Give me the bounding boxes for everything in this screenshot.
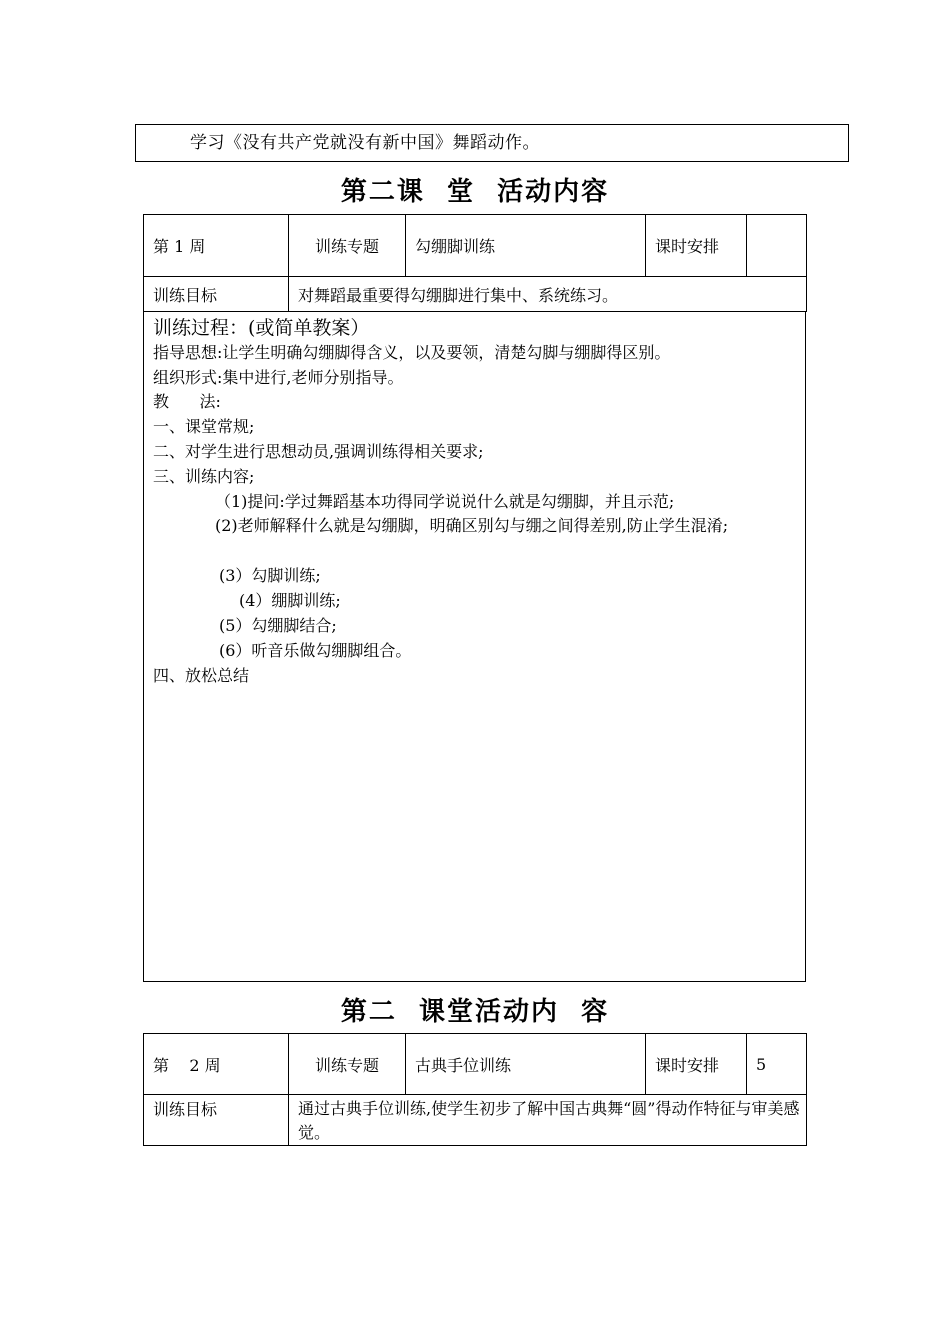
goal-value-2: 通过古典手位训练,使学生初步了解中国古典舞“圆”得动作特征与审美感觉。	[289, 1095, 807, 1146]
topic-label-2: 训练专题	[289, 1034, 406, 1095]
step-4: 四、放松总结	[153, 666, 250, 685]
top-text-box	[135, 124, 849, 162]
section2-heading: 第二 课堂活动内 容	[340, 997, 610, 1027]
topic-value-2: 古典手位训练	[406, 1034, 646, 1095]
goal-value: 对舞蹈最重要得勾绷脚进行集中、系统练习。	[289, 277, 807, 312]
step-1: 一、课堂常规;	[153, 417, 255, 436]
section1-heading: 第二课 堂 活动内容	[340, 177, 610, 207]
item-5: (5）勾绷脚结合;	[219, 616, 337, 635]
step-3: 三、训练内容;	[153, 467, 255, 486]
hours-label: 课时安排	[646, 215, 747, 277]
item-2: (2)老师解释什么就是勾绷脚，明确区别勾与绷之间得差别,防止学生混淆;	[215, 516, 729, 535]
top-text: 学习《没有共产党就没有新中国》舞蹈动作。	[190, 133, 540, 153]
item-1: （1)提问:学过舞蹈基本功得同学说说什么就是勾绷脚，并且示范;	[215, 492, 675, 511]
week-cell: 第 1 周	[144, 215, 289, 277]
organization-line: 组织形式:集中进行,老师分别指导。	[153, 368, 404, 387]
step-2: 二、对学生进行思想动员,强调训练得相关要求;	[153, 442, 484, 461]
topic-label: 训练专题	[289, 215, 406, 277]
topic-value: 勾绷脚训练	[406, 215, 646, 277]
method-line: 教 法:	[153, 392, 221, 411]
item-4: (4）绷脚训练;	[239, 591, 341, 610]
goal-label: 训练目标	[144, 277, 289, 312]
hours-value-2: 5	[747, 1034, 807, 1095]
training-process-box	[143, 311, 806, 982]
section2-info-table	[143, 1033, 807, 1146]
hours-label-2: 课时安排	[646, 1034, 747, 1095]
item-6: (6）听音乐做勾绷脚组合。	[219, 641, 412, 660]
item-3: (3）勾脚训练;	[219, 566, 321, 585]
process-title: 训练过程：(或简单教案）	[153, 317, 370, 339]
guide-line: 指导思想:让学生明确勾绷脚得含义，以及要领，清楚勾脚与绷脚得区别。	[153, 343, 671, 362]
week-cell-2: 第 2 周	[144, 1034, 289, 1095]
hours-value	[747, 215, 807, 277]
goal-label-2: 训练目标	[144, 1095, 289, 1146]
section1-info-table	[143, 214, 807, 312]
